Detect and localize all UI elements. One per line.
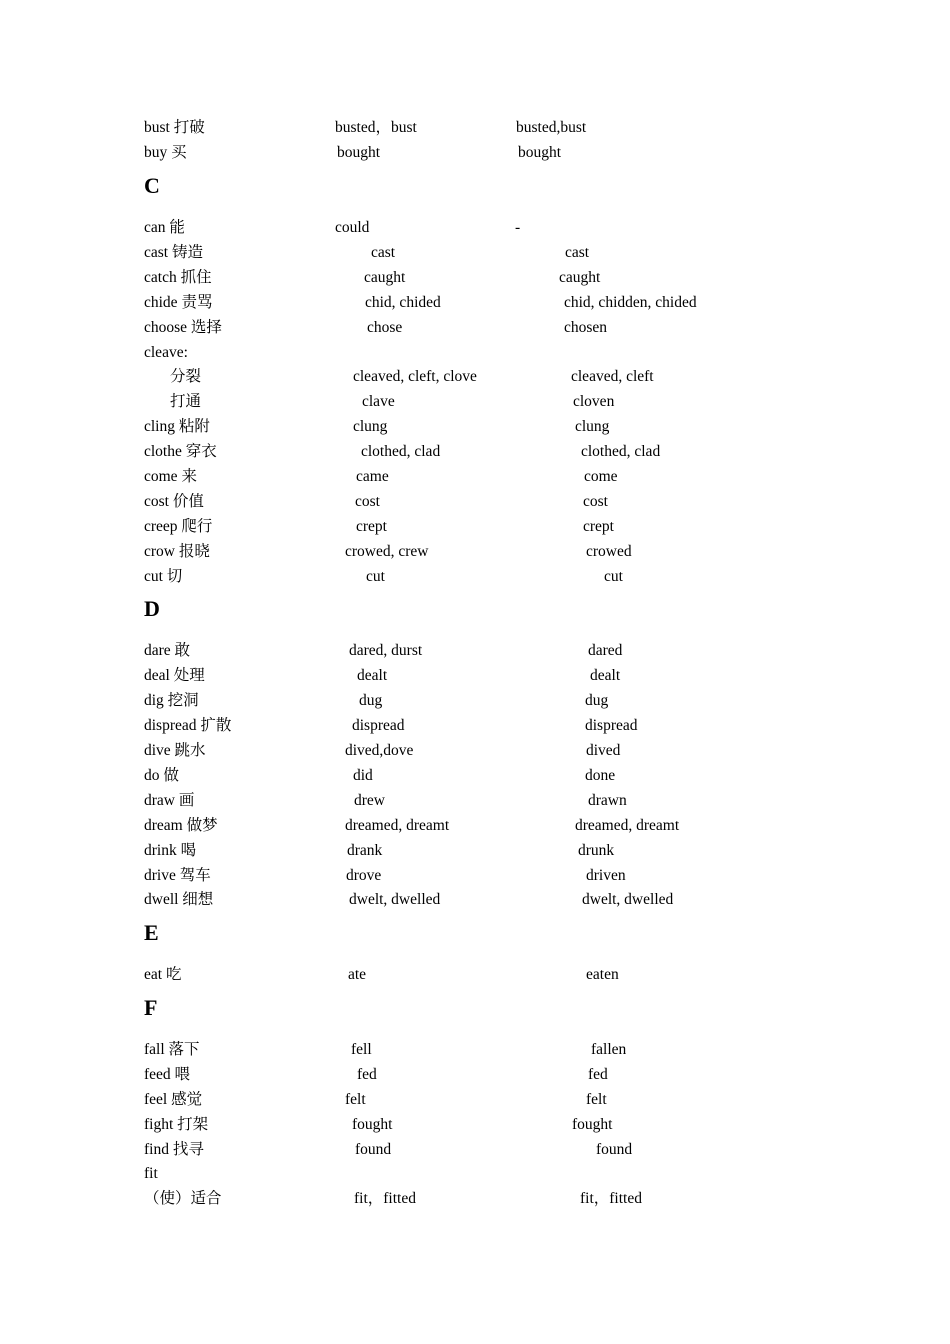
verb-participle: busted,bust [516, 119, 587, 136]
verb-row [0, 815, 950, 837]
verb-participle: dealt [590, 667, 621, 684]
verb-participle: fought [572, 1116, 613, 1133]
verb-row [0, 391, 950, 413]
verb-base: drive 驾车 [144, 867, 211, 884]
verb-past: found [355, 1141, 392, 1158]
verb-row [0, 1188, 950, 1210]
verb-past: dived,dove [345, 742, 414, 759]
verb-row [0, 765, 950, 787]
verb-participle: crowed [586, 543, 632, 560]
verb-participle: fit，fitted [580, 1190, 642, 1207]
section-heading: C [144, 173, 160, 198]
verb-base: find 找寻 [144, 1141, 204, 1158]
verb-participle: found [596, 1141, 633, 1158]
verb-past: crowed, crew [345, 543, 429, 560]
verb-base: buy 买 [144, 144, 187, 161]
verb-participle: dreamed, dreamt [575, 817, 680, 834]
verb-past: cleaved, cleft, clove [353, 368, 477, 385]
verb-base: chide 责骂 [144, 294, 213, 311]
verb-row [0, 217, 950, 239]
verb-row [0, 964, 950, 986]
verb-past: busted，bust [335, 119, 417, 136]
verb-base: dig 挖洞 [144, 692, 199, 709]
section-heading: D [144, 596, 160, 621]
verb-participle: chid, chidden, chided [564, 294, 697, 311]
verb-participle: dug [585, 692, 609, 709]
verb-past: fit，fitted [354, 1190, 416, 1207]
verb-participle: clothed, clad [581, 443, 661, 460]
verb-base: cut 切 [144, 568, 183, 585]
verb-row [0, 541, 950, 563]
verb-row [0, 242, 950, 264]
verb-past: drank [347, 842, 383, 859]
verb-row [0, 740, 950, 762]
verb-base: bust 打破 [144, 119, 205, 136]
verb-base: 打通 [170, 393, 202, 410]
verb-past: clung [353, 418, 388, 435]
verb-participle: cloven [573, 393, 615, 410]
verb-row [0, 466, 950, 488]
section-heading: E [144, 920, 159, 945]
verb-past: dealt [357, 667, 388, 684]
verb-participle: drawn [588, 792, 627, 809]
verb-row [0, 267, 950, 289]
verb-participle: dwelt, dwelled [582, 891, 674, 908]
verb-row [0, 416, 950, 438]
verb-base: drink 喝 [144, 842, 197, 859]
verb-past: chose [367, 319, 403, 336]
verb-row [0, 566, 950, 588]
verb-participle: - [515, 219, 521, 236]
verb-base: come 来 [144, 468, 197, 485]
verb-past: chid, chided [365, 294, 441, 311]
verb-past: fed [357, 1066, 377, 1083]
verb-row [0, 1039, 950, 1061]
verb-row [0, 1089, 950, 1111]
verb-past: did [353, 767, 373, 784]
verb-row [0, 690, 950, 712]
verb-base: clothe 穿衣 [144, 443, 217, 460]
verb-base: cost 价值 [144, 493, 204, 510]
verb-row [0, 142, 950, 164]
section-heading: F [144, 995, 158, 1020]
verb-row [0, 1139, 950, 1161]
verb-past: dispread [352, 717, 405, 734]
verb-past: bought [337, 144, 381, 161]
verb-past: caught [364, 269, 406, 286]
verb-participle: fallen [591, 1041, 627, 1058]
verb-past: cost [355, 493, 380, 510]
verb-row [0, 342, 950, 364]
verb-past: cast [371, 244, 396, 261]
verb-participle: fed [588, 1066, 608, 1083]
verb-base: 分裂 [170, 368, 202, 385]
verb-participle: cleaved, cleft [571, 368, 654, 385]
verb-base: choose 选择 [144, 319, 222, 336]
verb-participle: eaten [586, 966, 619, 983]
verb-row [0, 790, 950, 812]
verb-base: cling 粘附 [144, 418, 210, 435]
verb-base: deal 处理 [144, 667, 205, 684]
verb-row [0, 640, 950, 662]
verb-row [0, 292, 950, 314]
verb-participle: caught [559, 269, 601, 286]
verb-base: fight 打架 [144, 1116, 209, 1133]
verb-participle: done [585, 767, 616, 784]
verb-participle: clung [575, 418, 610, 435]
verb-row [0, 117, 950, 139]
verb-past: crept [356, 518, 387, 535]
verb-participle: dispread [585, 717, 638, 734]
verb-past: dwelt, dwelled [349, 891, 441, 908]
verb-participle: drunk [578, 842, 615, 859]
verb-participle: cast [565, 244, 590, 261]
verb-past: fought [352, 1116, 393, 1133]
verb-past: felt [345, 1091, 366, 1108]
verb-row [0, 1064, 950, 1086]
verb-past: dreamed, dreamt [345, 817, 450, 834]
verb-past: drew [354, 792, 385, 809]
verb-participle: cost [583, 493, 608, 510]
verb-participle: dared [588, 642, 623, 659]
verb-past: clothed, clad [361, 443, 441, 460]
verb-base: feel 感觉 [144, 1091, 203, 1108]
verb-past: fell [351, 1041, 372, 1058]
verb-past: dared, durst [349, 642, 423, 659]
verb-base: crow 报晓 [144, 543, 210, 560]
verb-base: dive 跳水 [144, 742, 206, 759]
verb-participle: crept [583, 518, 614, 535]
verb-base: dare 敢 [144, 642, 191, 659]
verb-past: came [356, 468, 389, 485]
verb-past: dug [359, 692, 383, 709]
verb-base: fall 落下 [144, 1041, 200, 1058]
verb-base: draw 画 [144, 792, 195, 809]
verb-base: dwell 细想 [144, 891, 214, 908]
verb-past: could [335, 219, 370, 236]
verb-participle: dived [586, 742, 621, 759]
verb-base: creep 爬行 [144, 518, 213, 535]
verb-participle: come [584, 468, 618, 485]
verb-participle: felt [586, 1091, 607, 1108]
verb-row [0, 665, 950, 687]
verb-base: eat 吃 [144, 966, 182, 983]
verb-base: catch 抓住 [144, 269, 212, 286]
verb-past: drove [346, 867, 382, 884]
verb-past: clave [362, 393, 395, 410]
verb-row [0, 715, 950, 737]
verb-row [0, 1163, 950, 1185]
verb-row [0, 366, 950, 388]
verb-base: fit [144, 1165, 158, 1182]
verb-row [0, 840, 950, 862]
verb-row [0, 1114, 950, 1136]
verb-base: feed 喂 [144, 1066, 191, 1083]
verb-base: dream 做梦 [144, 817, 218, 834]
verb-past: cut [366, 568, 385, 585]
verb-base: （使）适合 [144, 1190, 222, 1207]
verb-participle: driven [586, 867, 626, 884]
verb-base: dispread 扩散 [144, 717, 232, 734]
verb-participle: cut [604, 568, 623, 585]
verb-base: do 做 [144, 767, 179, 784]
verb-base: cleave: [144, 344, 188, 361]
verb-row [0, 441, 950, 463]
verb-row [0, 317, 950, 339]
verb-base: can 能 [144, 219, 185, 236]
verb-participle: chosen [564, 319, 608, 336]
verb-participle: bought [518, 144, 562, 161]
verb-row [0, 889, 950, 911]
verb-past: ate [348, 966, 367, 983]
verb-row [0, 491, 950, 513]
verb-base: cast 铸造 [144, 244, 203, 261]
verb-row [0, 865, 950, 887]
verb-row [0, 516, 950, 538]
